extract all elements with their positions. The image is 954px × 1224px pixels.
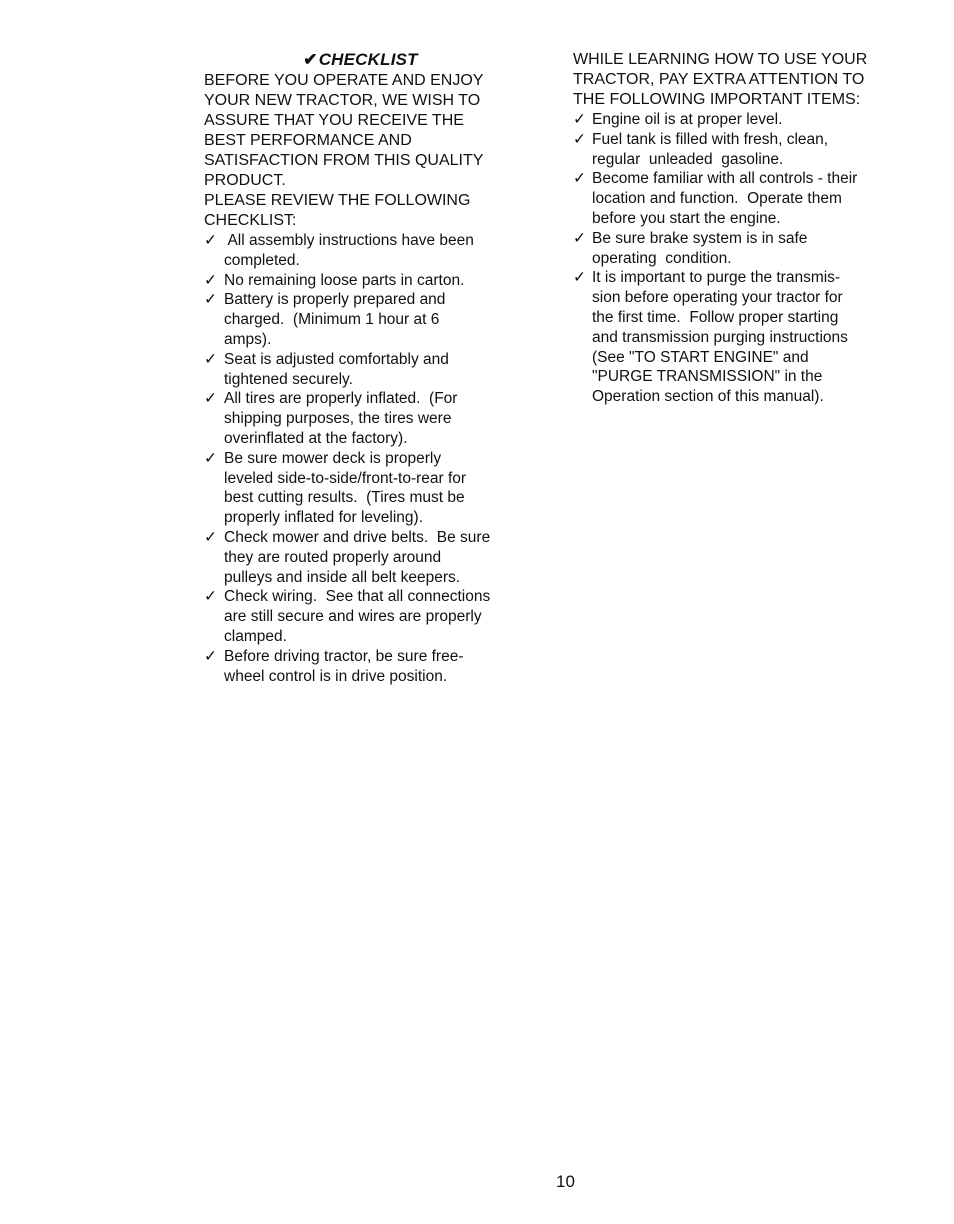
list-item xyxy=(204,350,549,390)
intro-line: YOUR NEW TRACTOR, WE WISH TO xyxy=(204,92,481,109)
item-line: wheel control is in drive position. xyxy=(224,667,448,685)
item-line: regular unleaded gasoline. xyxy=(592,150,784,168)
list-item xyxy=(204,587,549,646)
item-line: before you start the engine. xyxy=(592,209,781,227)
heading-text: CHECKLIST xyxy=(318,50,418,69)
item-line: best cutting results. (Tires must be xyxy=(224,489,465,507)
item-line: the first time. Follow proper starting xyxy=(592,308,839,326)
checkmark-icon: ✓ xyxy=(204,271,217,289)
checkmark-icon: ✓ xyxy=(573,229,586,247)
list-item xyxy=(573,110,918,130)
item-line: they are routed properly around xyxy=(224,548,442,566)
intro-line: ASSURE THAT YOU RECEIVE THE xyxy=(204,112,464,129)
intro-text xyxy=(573,50,918,110)
item-line: are still secure and wires are properly xyxy=(224,608,482,626)
checkmark-icon: ✓ xyxy=(204,232,217,249)
item-line: completed. xyxy=(224,251,300,269)
list-item xyxy=(573,229,918,269)
item-line: amps). xyxy=(224,330,272,348)
item-line: "PURGE TRANSMISSION" in the xyxy=(592,368,823,386)
list-item xyxy=(573,169,918,228)
item-line: All tires are properly inflated. (For xyxy=(224,390,458,408)
right-column xyxy=(573,50,918,407)
item-line: leveled side-to-side/front-to-rear for xyxy=(224,469,467,487)
item-line: pulleys and inside all belt keepers. xyxy=(224,568,461,586)
item-line: Be sure brake system is in safe xyxy=(592,229,808,247)
item-line: properly inflated for leveling). xyxy=(224,509,424,527)
intro-text xyxy=(204,71,549,231)
item-line: Check wiring. See that all connections xyxy=(224,588,491,606)
list-item xyxy=(204,231,549,271)
checklist xyxy=(204,231,549,686)
item-line: charged. (Minimum 1 hour at 6 xyxy=(224,311,440,329)
intro-line: CHECKLIST: xyxy=(204,212,297,229)
checkmark-icon: ✓ xyxy=(204,449,217,467)
list-item xyxy=(204,647,549,687)
item-line: Be sure mower deck is properly xyxy=(224,449,442,467)
item-line: No remaining loose parts in carton. xyxy=(224,271,465,289)
item-line: sion before operating your tractor for xyxy=(592,289,843,307)
item-line: It is important to purge the transmis- xyxy=(592,269,841,287)
list-item xyxy=(204,389,549,448)
item-line: (See "TO START ENGINE" and xyxy=(592,348,809,366)
left-column xyxy=(204,50,549,686)
checkmark-icon: ✓ xyxy=(573,130,586,148)
list-item xyxy=(573,130,918,170)
checkmark-icon: ✓ xyxy=(204,390,217,408)
item-line: Become familiar with all controls - their xyxy=(592,170,858,188)
intro-line: SATISFACTION FROM THIS QUALITY xyxy=(204,152,484,169)
item-line: Seat is adjusted comfortably and xyxy=(224,350,449,368)
item-line: and transmission purging instructions xyxy=(592,328,848,346)
item-line: operating condition. xyxy=(592,249,732,267)
checkmark-icon: ✓ xyxy=(204,528,217,546)
item-line: Fuel tank is filled with fresh, clean, xyxy=(592,130,829,148)
intro-line: THE FOLLOWING IMPORTANT ITEMS: xyxy=(573,91,861,108)
item-line: Engine oil is at proper level. xyxy=(592,111,783,128)
important-items-list xyxy=(573,110,918,407)
item-line: Operation section of this manual). xyxy=(592,388,824,406)
item-line: location and function. Operate them xyxy=(592,190,842,208)
item-line: shipping purposes, the tires were xyxy=(224,410,452,428)
list-item xyxy=(204,449,549,528)
checkmark-icon: ✔ xyxy=(303,50,318,69)
item-line: tightened securely. xyxy=(224,370,353,388)
item-line: Check mower and drive belts. Be sure xyxy=(224,528,491,546)
checkmark-icon: ✓ xyxy=(573,170,586,188)
item-line: clamped. xyxy=(224,627,287,645)
page-number: 10 xyxy=(556,1172,575,1191)
item-line: Before driving tractor, be sure free- xyxy=(224,647,464,665)
item-line: All assembly instructions have been xyxy=(224,232,474,249)
list-item xyxy=(204,290,549,349)
intro-line: WHILE LEARNING HOW TO USE YOUR xyxy=(573,51,868,68)
item-line: Battery is properly prepared and xyxy=(224,291,446,309)
intro-line: BEFORE YOU OPERATE AND ENJOY xyxy=(204,72,484,89)
intro-line: BEST PERFORMANCE AND xyxy=(204,132,412,149)
checkmark-icon: ✓ xyxy=(204,647,217,665)
checkmark-icon: ✓ xyxy=(204,291,217,309)
list-item xyxy=(573,268,918,407)
item-line: overinflated at the factory). xyxy=(224,429,408,447)
checkmark-icon: ✓ xyxy=(573,111,586,128)
list-item xyxy=(204,271,549,291)
checklist-heading xyxy=(204,50,549,70)
checkmark-icon: ✓ xyxy=(573,269,586,287)
intro-line: PLEASE REVIEW THE FOLLOWING xyxy=(204,192,471,209)
checkmark-icon: ✓ xyxy=(204,350,217,368)
intro-line: TRACTOR, PAY EXTRA ATTENTION TO xyxy=(573,71,865,88)
checkmark-icon: ✓ xyxy=(204,588,217,606)
intro-line: PRODUCT. xyxy=(204,172,286,189)
list-item xyxy=(204,528,549,587)
